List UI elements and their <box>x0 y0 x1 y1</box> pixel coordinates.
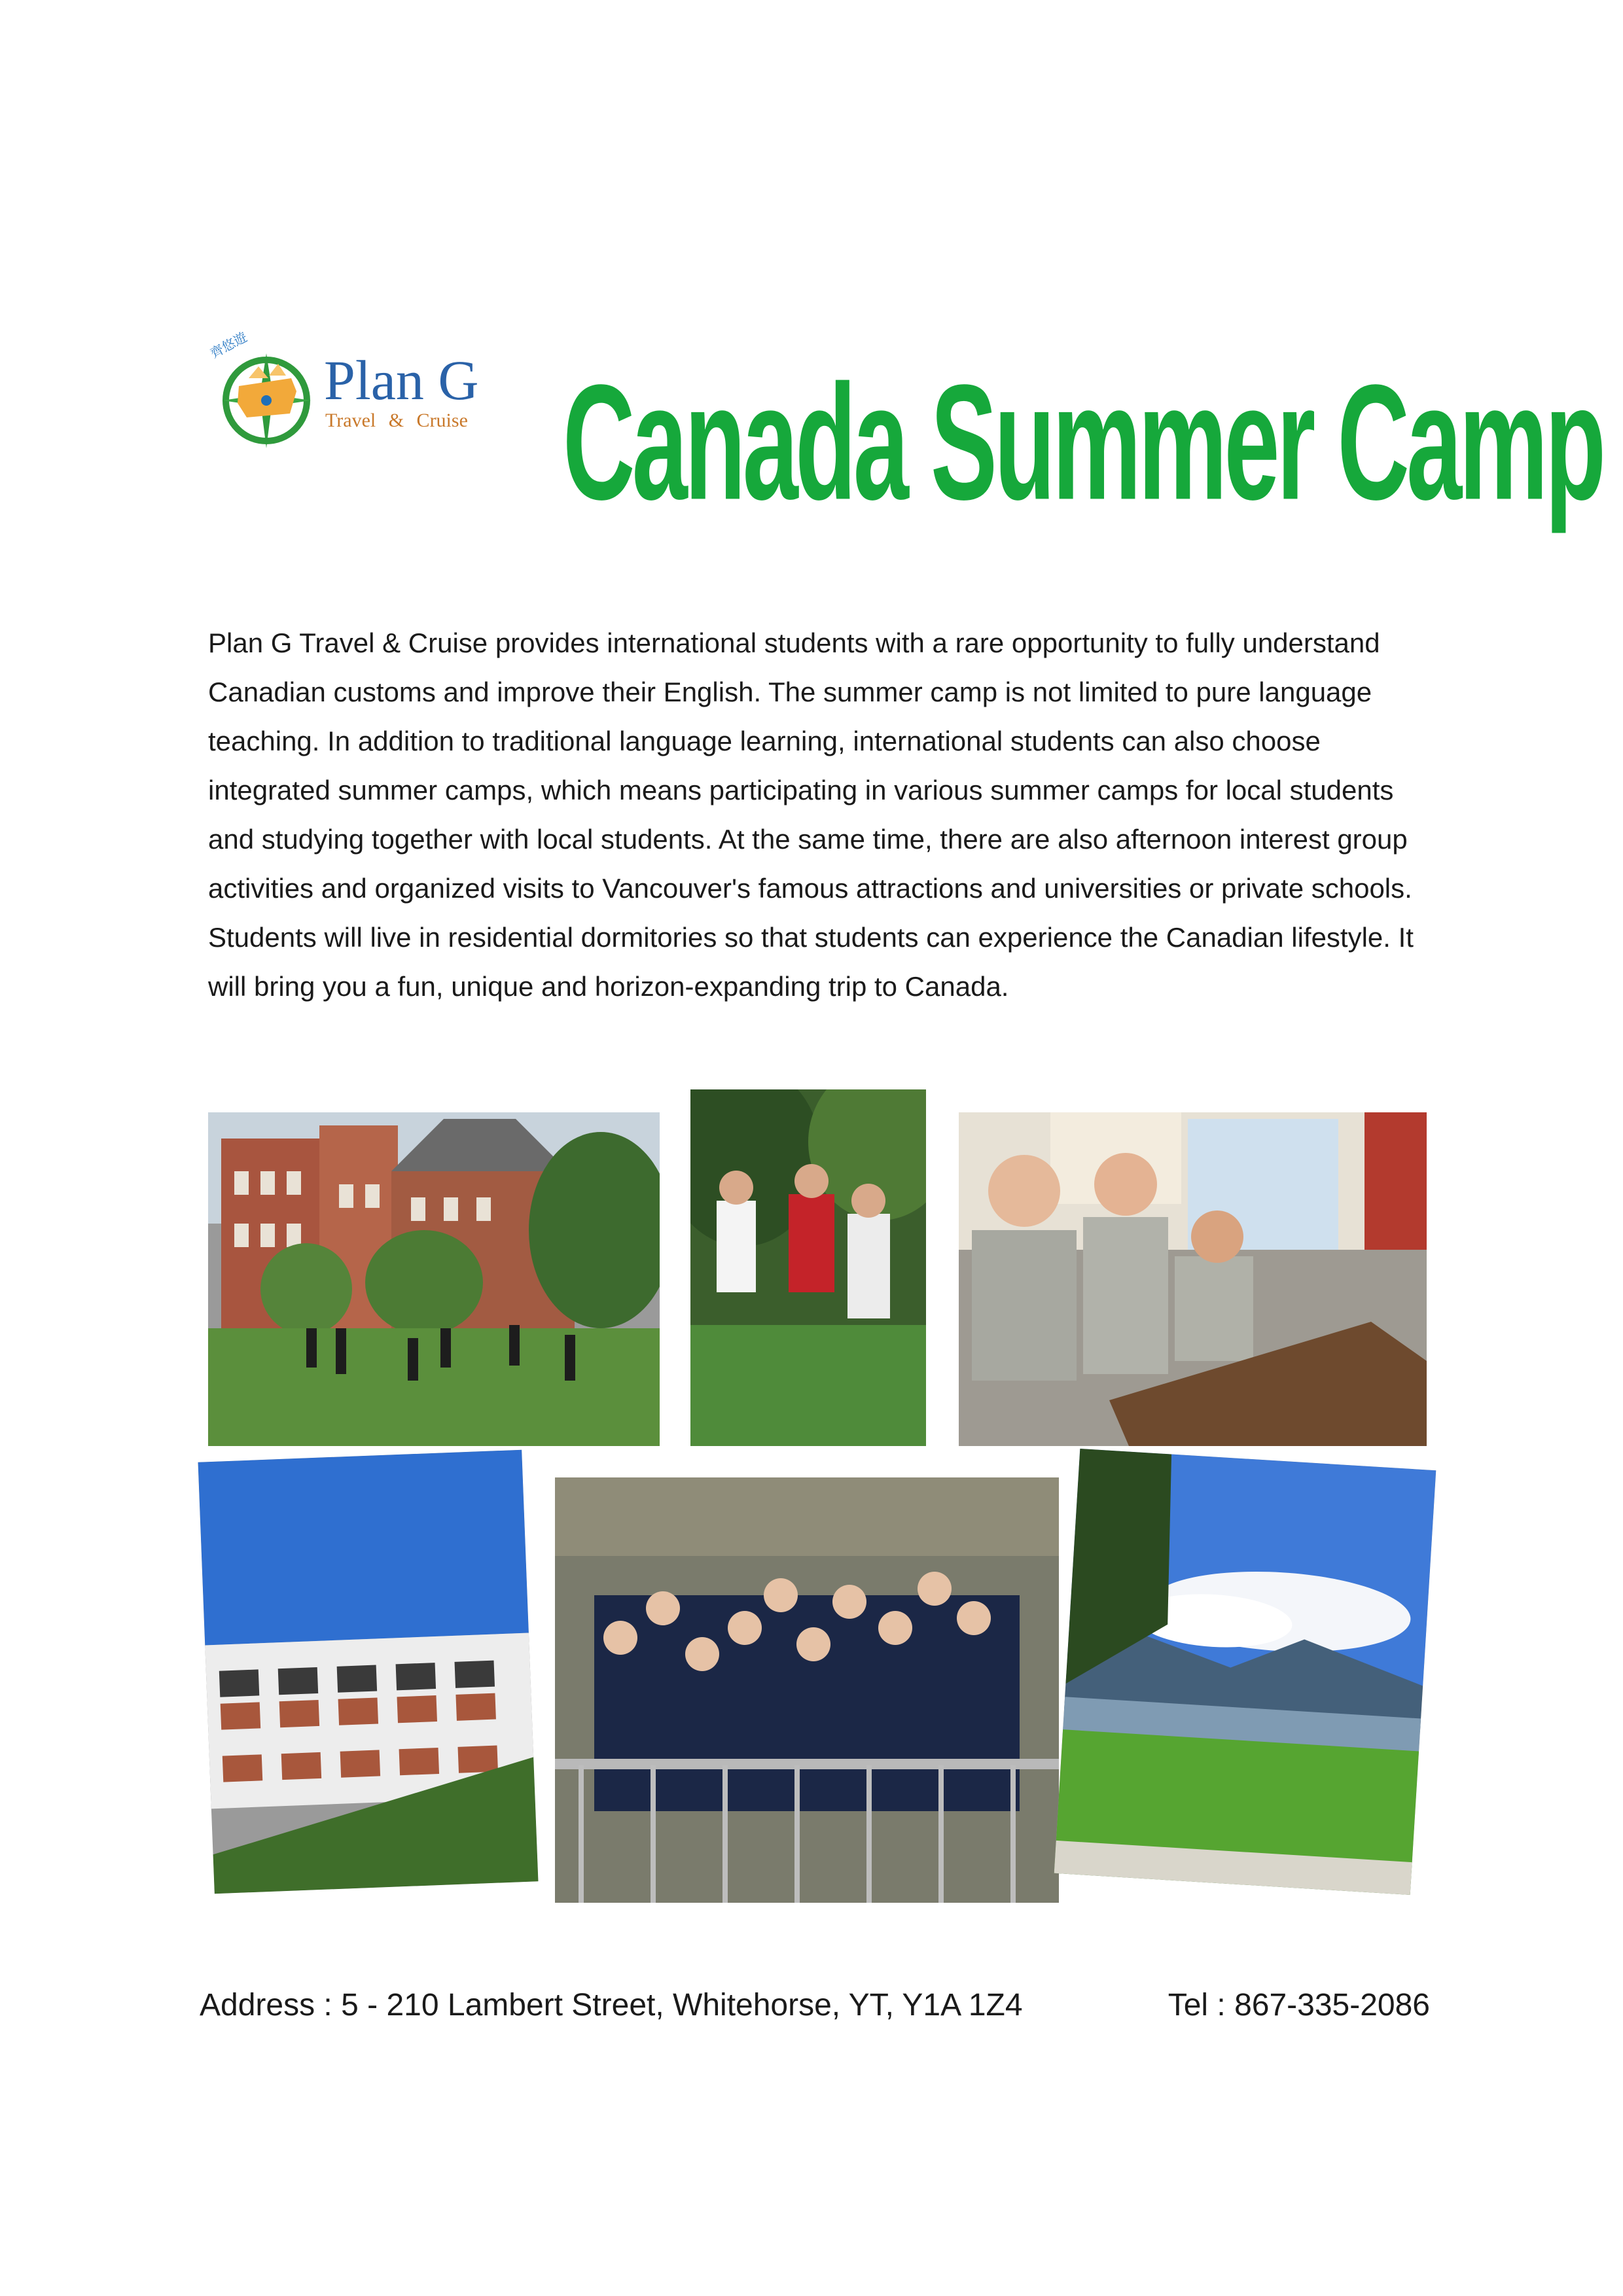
classroom-kids-photo <box>959 1112 1427 1446</box>
mountain-lake-photo <box>1054 1449 1436 1895</box>
intro-paragraph: Plan G Travel & Cruise provides international students with a rare opportunity to fully understand Canadian customs and improve their English. The summer camp is not limited to pure language teaching. In addition to traditional language learning, international students can also choose integrated summer camps, which means participating in various summer camps for local students and studying together with local students. At the same time, there are also afternoon interest group activities and organized visits to Vancouver's famous attractions and universities or private schools. Students will live in residential dormitories so that students can experience the Canadian lifestyle. It will bring you a fun, unique and horizon-expanding trip to Canada. <box>208 627 1414 1002</box>
plan-g-logo <box>208 330 488 458</box>
dormitory-building-photo <box>198 1450 539 1894</box>
kids-golf-photo <box>690 1089 926 1446</box>
school-soccer-photo <box>208 1112 660 1446</box>
address-text: Address : 5 - 210 Lambert Street, Whitehorse, YT, Y1A 1Z4 <box>200 1988 1023 2022</box>
phone-text: Tel : 867-335-2086 <box>1168 1988 1430 2022</box>
page-title: Canada Summer Camp <box>563 350 1603 535</box>
students-group-photo <box>555 1477 1059 1903</box>
footer <box>200 1983 1430 2028</box>
logo-tagline: Travel & Cruise <box>325 410 468 431</box>
compass-logo-icon <box>213 340 327 451</box>
logo-name: Plan G <box>324 349 479 412</box>
logo-cjk-text: 齊悠遊 <box>208 330 250 362</box>
